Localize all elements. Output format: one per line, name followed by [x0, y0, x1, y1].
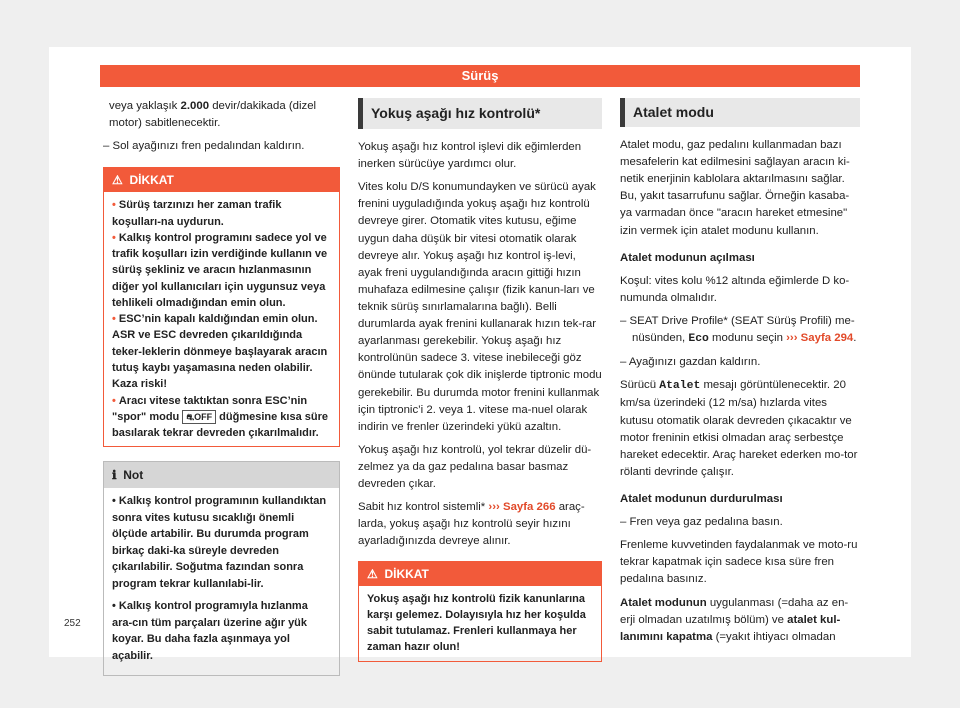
warning-body	[359, 586, 601, 661]
rpm-value: 2.000	[180, 100, 210, 112]
warning-header	[359, 562, 601, 586]
warning-title: DİKKAT	[129, 173, 174, 188]
page-reference-link[interactable]: ››› Sayfa 266	[488, 501, 556, 514]
warning-item-text: Kalkış kontrol programını sadece yol ve trafik koşulları izin verdiğinde kullanın ve sürüş şekliniz ve aracın hızlanmasının diğer yol kullanıcıları için uygunsuz veya tehlikeli olmadığından emin olun.	[112, 231, 328, 309]
paragraph-text: uygulanması (=daha az en-erji olmadan uzatılmış bölüm) ve	[620, 596, 849, 626]
warning-item-text: ESC’nin kapalı kaldığından emin olun. ASR ve ESC devreden çıkarıldığında teker-leklerin dönmeye başlayarak aracın tutuş kaybı yaşamasına neden olabilir. Kaza riski!	[112, 313, 328, 391]
warning-item: • Sürüş tarzınızı her zaman trafik koşulları-na uydurun.	[112, 199, 282, 228]
bold-term: Atalet modunun	[620, 596, 707, 609]
note-box	[103, 461, 340, 676]
step-text: modunu seçin	[708, 332, 787, 345]
paragraph: Yokuş aşağı hız kontrolü, yol tekrar düzelir dü-zelmez ya da gaz pedalına basar basmaz devreden çıkar.	[358, 443, 592, 491]
subheading-activation: Atalet modunun açılması	[620, 251, 755, 264]
paragraph-text: mesajı görüntülenecektir. 20 km/sa üzerindeki (12 m/sa) hızlarda vites kutusu otomatik olarak devreden çıkacaktır ve motor freninin etkisi olmadan araç serbestçe hareket edecektir. Araç hareket ederken mo-tor rölanti devrinde çalışır.	[620, 379, 858, 478]
esc-off-label: OFF	[194, 411, 213, 422]
warning-title: DİKKAT	[384, 566, 429, 581]
note-title: Not	[123, 468, 144, 483]
page-reference-link[interactable]: ››› Sayfa 294	[786, 332, 854, 345]
paragraph-text: araç-larda, yokuş aşağı hız kontrolü seyir hızını ayarladığınızda devreye alınır.	[358, 501, 585, 548]
warning-triangle-icon: ⚠	[112, 173, 123, 188]
section-title-coasting: Atalet modu	[620, 98, 860, 127]
warning-triangle-icon: ⚠	[367, 566, 378, 581]
warning-item: • Kalkış kontrol programını sadece yol ve trafik koşulları izin verdiğinde kullanın ve sürüş şekliniz ve aracın hızlanmasının diğer yol kullanıcıları için uygunsuz veya tehlikeli olmadığından emin olun.	[112, 231, 328, 309]
note-item-text: Kalkış kontrol programının kullandıktan sonra vites kutusu sıcaklığı önemli ölçüde artabilir. Bu durumda program birkaç daki-ka süreyle devreden çıkarılabilir. Soğutma fazından sonra program tekrar kullanılabi-lir.	[112, 495, 327, 590]
warning-item: • Aracı vitese taktıktan sonra ESC’nin "spor" modu ⛐OFF düğmesine kısa süre basılarak tekrar devreden çıkarılmalıdır.	[112, 394, 328, 440]
note-item-text: Kalkış kontrol programıyla hızlanma ara-cın tüm parçaları üzerine ağır yük koyar. Bu daha fazla aşınmaya yol açabilir.	[112, 600, 308, 662]
paragraph	[620, 377, 860, 481]
warning-item-text: Sürüş tarzınızı her zaman trafik koşulları-na uydurun.	[112, 199, 282, 228]
note-item: • Kalkış kontrol programının kullandıktan sonra vites kutusu sıcaklığı önemli ölçüde artabilir. Bu durumda program birkaç daki-ka süreyle devreden çıkarılabilir. Soğutma fazından sonra program tekrar kullanılabi-lir.	[112, 495, 327, 590]
note-header	[104, 462, 339, 488]
step-press-pedal: – Fren veya gaz pedalına basın.	[620, 516, 783, 529]
column-middle	[358, 98, 602, 662]
warning-box	[103, 167, 340, 447]
paragraph: Koşul: vites kolu %12 altında eğimlerde D ko-numunda olmalıdır.	[620, 274, 850, 304]
step-text: – SEAT Drive Profile* (SEAT Sürüş Profili) me-nüsünden,	[620, 314, 855, 345]
intro-text-end: devir/dakikada (dizel motor) sabitlenecektir.	[109, 100, 317, 130]
paragraph-text: Sabit hız kontrol sistemli*	[358, 501, 489, 514]
subheading-deactivation: Atalet modunun durdurulması	[620, 492, 783, 505]
warning-item-text: düğmesine kısa süre basılarak tekrar devreden çıkarılmalıdır.	[112, 410, 328, 440]
step-lift-foot: – Sol ayağınızı fren pedalından kaldırın.	[103, 140, 305, 153]
eco-mode-label: Eco	[688, 333, 709, 346]
car-skid-icon: ⛐	[186, 411, 195, 422]
intro-paragraph	[103, 98, 340, 132]
page-number: 252	[64, 618, 81, 629]
step-release-gas: – Ayağınızı gazdan kaldırın.	[620, 356, 761, 369]
warning-item: • ESC’nin kapalı kaldığından emin olun. ASR ve ESC devreden çıkarıldığında teker-leklerin dönmeye başlayarak aracın tutuş kaybı yaşamasına neden olabilir. Kaza riski!	[112, 313, 328, 391]
warning-box	[358, 561, 602, 662]
esc-off-button-icon	[182, 410, 216, 424]
paragraph: Yokuş aşağı hız kontrol işlevi dik eğimlerden inerken sürücüye yardımcı olur.	[358, 141, 582, 171]
column-left	[103, 98, 340, 676]
paragraph: Atalet modu, gaz pedalını kullanmadan bazı mesafelerin kat edilmesini sağlayan aracın ki-netik enerjinin kablolara aktarılmasını sağlar. Bu, yakıt tasarrufunu sağlar. Örneğin kasaba-ya varmadan önce "aracın hareket etmesine" izin vermek için atalet modunu kullanın.	[620, 139, 850, 237]
paragraph	[358, 499, 602, 550]
column-right	[620, 98, 860, 652]
paragraph-text: Sürücü	[620, 379, 660, 392]
bold-term: atalet kul-lanımını kapatma	[620, 613, 841, 643]
warning-text: Yokuş aşağı hız kontrolü fizik kanunlarına karşı gelemez. Dolayısıyla hız her koşulda sabit tutulamaz. Frenleri kullanmaya her zaman hazır olun!	[367, 592, 586, 654]
note-item: • Kalkış kontrol programıyla hızlanma ara-cın tüm parçaları üzerine ağır yük koyar. Bu daha fazla aşınmaya yol açabilir.	[112, 600, 308, 662]
step-text: .	[853, 332, 857, 345]
paragraph: Frenleme kuvvetinden faydalanmak ve moto-ru tekrar kapatmak için sadece kısa süre fren pedalına basınız.	[620, 539, 858, 586]
note-body	[104, 488, 339, 675]
info-icon: ℹ	[112, 468, 117, 483]
warning-header	[104, 168, 339, 192]
step-select-eco	[620, 313, 860, 348]
paragraph-text: (=yakıt ihtiyacı olmadan	[712, 630, 836, 643]
intro-text: veya yaklaşık	[109, 100, 181, 112]
paragraph	[620, 595, 860, 646]
warning-body	[104, 192, 339, 446]
section-title-hill-descent: Yokuş aşağı hız kontrolü*	[358, 98, 602, 129]
section-header: Sürüş	[100, 65, 860, 87]
display-message: Atalet	[659, 380, 701, 393]
warning-item-text: Aracı vitese taktıktan sonra ESC’nin "spor" modu	[112, 394, 308, 423]
paragraph: Vites kolu D/S konumundayken ve sürücü ayak frenini uyguladığında yokuş aşağı hız kontrolü devreye girer. Otomatik vites kutusu, eğime uygun daha düşük bir vitesi otomatik olarak devreye alır. Yokuş aşağı hız kontrol iş-levi, ayak freni uygulandığında aracın gittiği hızın muhafaza edilmesine çalışır (fizik kanun-ları ve teknik sürüş sınırlamalarına bağlı). Belli durumlarda ayak frenini kullanarak hızın tek-rar ayarlanması gerekebilir. Yokuş aşağı hız kontrolünün sadece 3. vitese inebileceği göz önünde tutularak çok dik inişlerde tiptronic modu gerekebilir. Bu durumda motor frenini kullanmak için tiptronic’i 2. veya 1. vitese ma-nuel olarak indirin ve frenler üzerindeki yükü azaltın.	[358, 181, 602, 433]
